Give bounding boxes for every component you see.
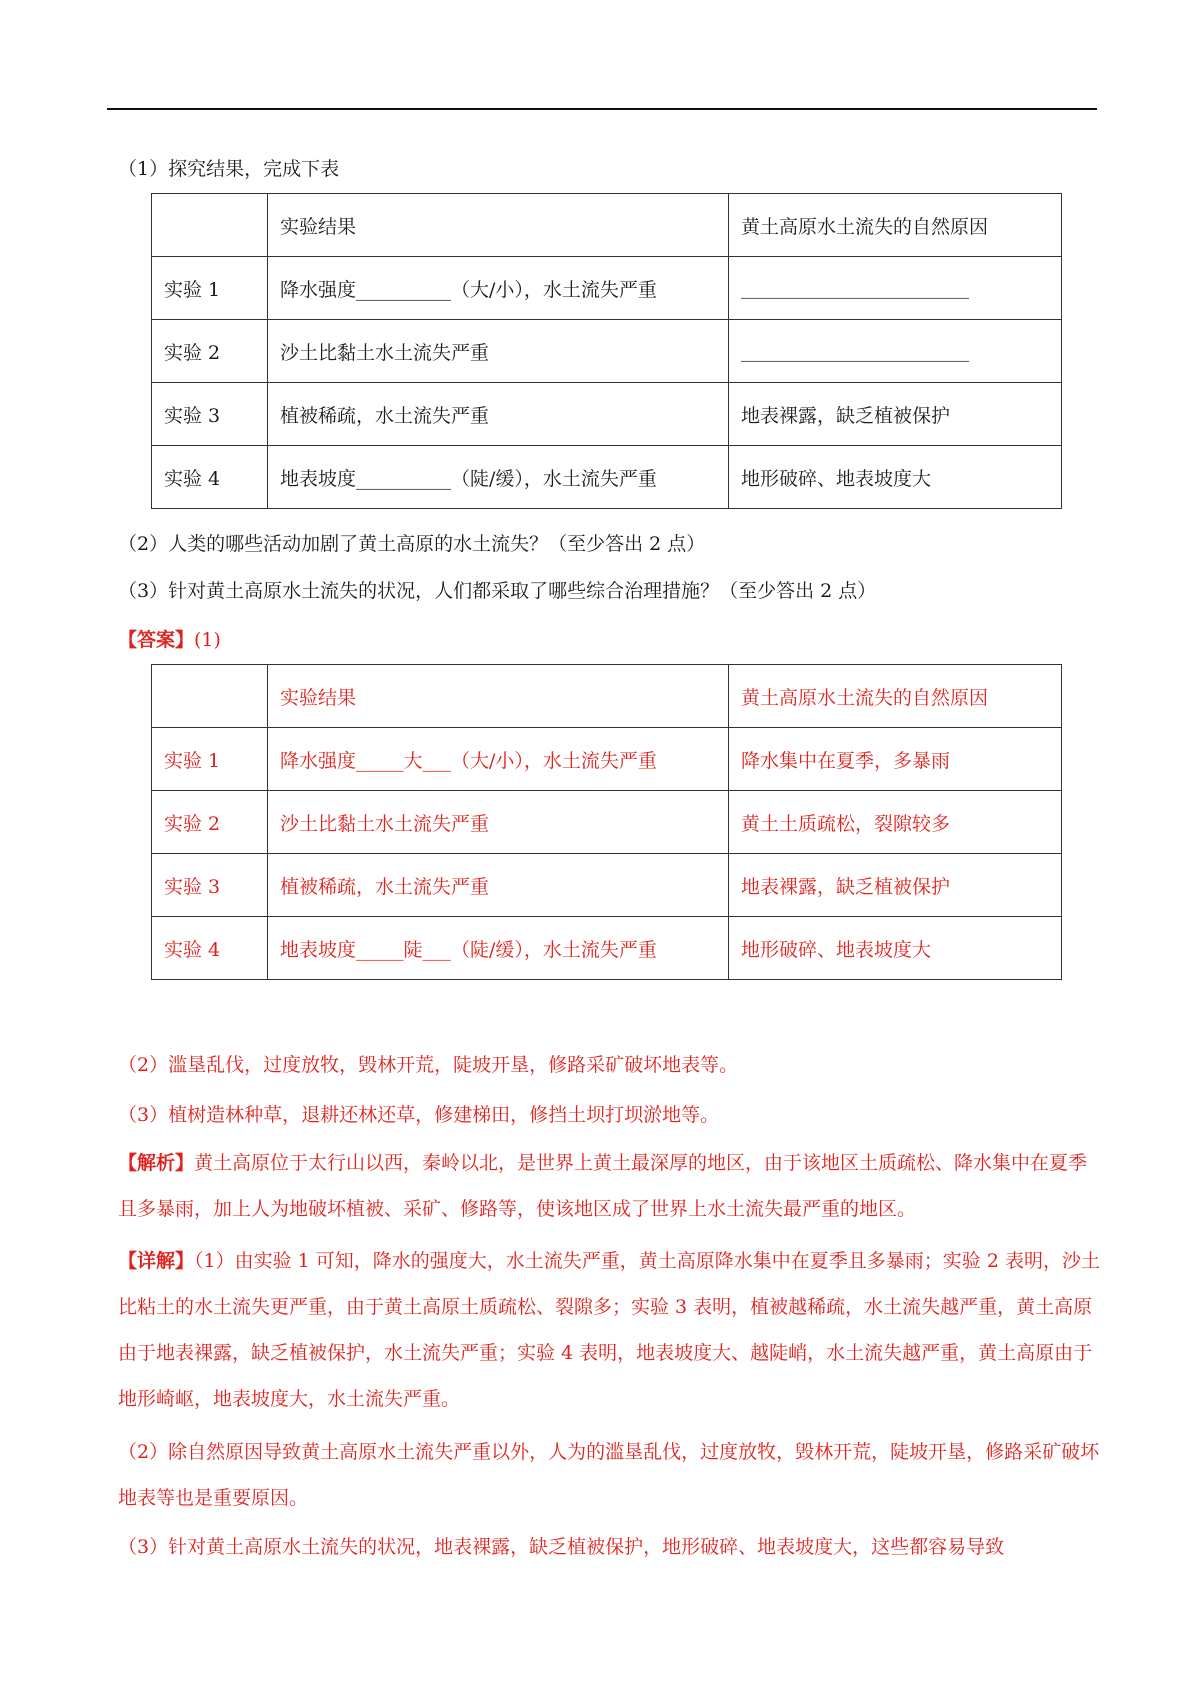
table-row [152, 383, 1062, 446]
table-row [152, 257, 1062, 320]
table-cell: 地形破碎、地表坡度大 [729, 917, 1062, 980]
table-cell: 实验 1 [152, 728, 268, 791]
table-cell: 沙土比黏土水土流失严重 [268, 320, 729, 383]
analysis-paragraph [118, 1140, 1104, 1232]
detail-paragraph-3: （3）针对黄土高原水土流失的状况，地表裸露，缺乏植被保护，地形破碎、地表坡度大，这些都容易导致 [118, 1536, 1005, 1558]
table-cell: 降水集中在夏季，多暴雨 [729, 728, 1062, 791]
answer-table [151, 664, 1062, 980]
answer-tag-suffix: (1) [194, 629, 221, 651]
table-cell: 实验 4 [152, 917, 268, 980]
table-header-cell: 实验结果 [268, 665, 729, 728]
table-cell: 沙土比黏土水土流失严重 [268, 791, 729, 854]
table-cell: 黄土土质疏松，裂隙较多 [729, 791, 1062, 854]
table-row [152, 446, 1062, 509]
question-3: （3）针对黄土高原水土流失的状况，人们都采取了哪些综合治理措施？（至少答出 2 点） [118, 580, 877, 602]
table-cell: ________________________ [729, 320, 1062, 383]
table-cell: 植被稀疏，水土流失严重 [268, 383, 729, 446]
question-table [151, 193, 1062, 509]
table-row [152, 854, 1062, 917]
question-2: （2）人类的哪些活动加剧了黄土高原的水土流失？（至少答出 2 点） [118, 533, 706, 555]
answer-tag: 【答案】 [118, 629, 195, 651]
table-header-cell [152, 665, 268, 728]
header-rule [107, 108, 1097, 110]
table-cell: ________________________ [729, 257, 1062, 320]
table-cell: 地表裸露，缺乏植被保护 [729, 854, 1062, 917]
table-cell: 实验 4 [152, 446, 268, 509]
table-cell: 地表坡度__________（陡/缓），水土流失严重 [268, 446, 729, 509]
table-row [152, 728, 1062, 791]
answer-2: （2）滥垦乱伐，过度放牧，毁林开荒，陡坡开垦，修路采矿破坏地表等。 [118, 1054, 739, 1076]
table-cell: 降水强度__________（大/小），水土流失严重 [268, 257, 729, 320]
table-cell: 地表坡度_____陡___（陡/缓），水土流失严重 [268, 917, 729, 980]
table-cell: 实验 3 [152, 854, 268, 917]
table-cell: 实验 2 [152, 320, 268, 383]
analysis-tag: 【解析】 [118, 1152, 195, 1174]
detail-paragraph-1 [118, 1238, 1104, 1422]
table-header-cell: 黄土高原水土流失的自然原因 [729, 665, 1062, 728]
question-1-prompt: （1）探究结果，完成下表 [118, 158, 340, 180]
detail-text-1: （1）由实验 1 可知，降水的强度大，水土流失严重，黄土高原降水集中在夏季且多暴雨；实验 2 表明，沙土比粘土的水土流失更严重，由于黄土高原土质疏松、裂隙多；实验 3 表明，植被越稀疏，水土流失越严重，黄土高原由于地表裸露，缺乏植被保护，水土流失严重；实验 4 表明，地表坡度大、越陡峭，水土流失越严重，黄土高原由于地形崎岖，地表坡度大，水土流失严重。 [118, 1250, 1100, 1410]
table-header-cell [152, 194, 268, 257]
table-cell: 实验 1 [152, 257, 268, 320]
table-row [152, 320, 1062, 383]
detail-paragraph-2: （2）除自然原因导致黄土高原水土流失严重以外，人为的滥垦乱伐，过度放牧，毁林开荒，陡坡开垦，修路采矿破坏地表等也是重要原因。 [118, 1441, 1100, 1509]
table-cell: 实验 3 [152, 383, 268, 446]
table-row [152, 917, 1062, 980]
table-cell: 降水强度_____大___（大/小），水土流失严重 [268, 728, 729, 791]
table-cell: 地形破碎、地表坡度大 [729, 446, 1062, 509]
analysis-text: 黄土高原位于太行山以西，秦岭以北，是世界上黄土最深厚的地区，由于该地区土质疏松、降水集中在夏季且多暴雨，加上人为地破坏植被、采矿、修路等，使该地区成了世界上水土流失最严重的地区。 [118, 1152, 1088, 1220]
table-header-cell: 实验结果 [268, 194, 729, 257]
table-header-cell: 黄土高原水土流失的自然原因 [729, 194, 1062, 257]
table-cell: 地表裸露，缺乏植被保护 [729, 383, 1062, 446]
table-cell: 实验 2 [152, 791, 268, 854]
table-header-row [152, 665, 1062, 728]
detail-tag: 【详解】 [118, 1250, 195, 1272]
table-row [152, 791, 1062, 854]
answer-heading [118, 627, 221, 653]
table-header-row [152, 194, 1062, 257]
answer-3: （3）植树造林种草，退耕还林还草，修建梯田，修挡土坝打坝淤地等。 [118, 1104, 720, 1126]
table-cell: 植被稀疏，水土流失严重 [268, 854, 729, 917]
